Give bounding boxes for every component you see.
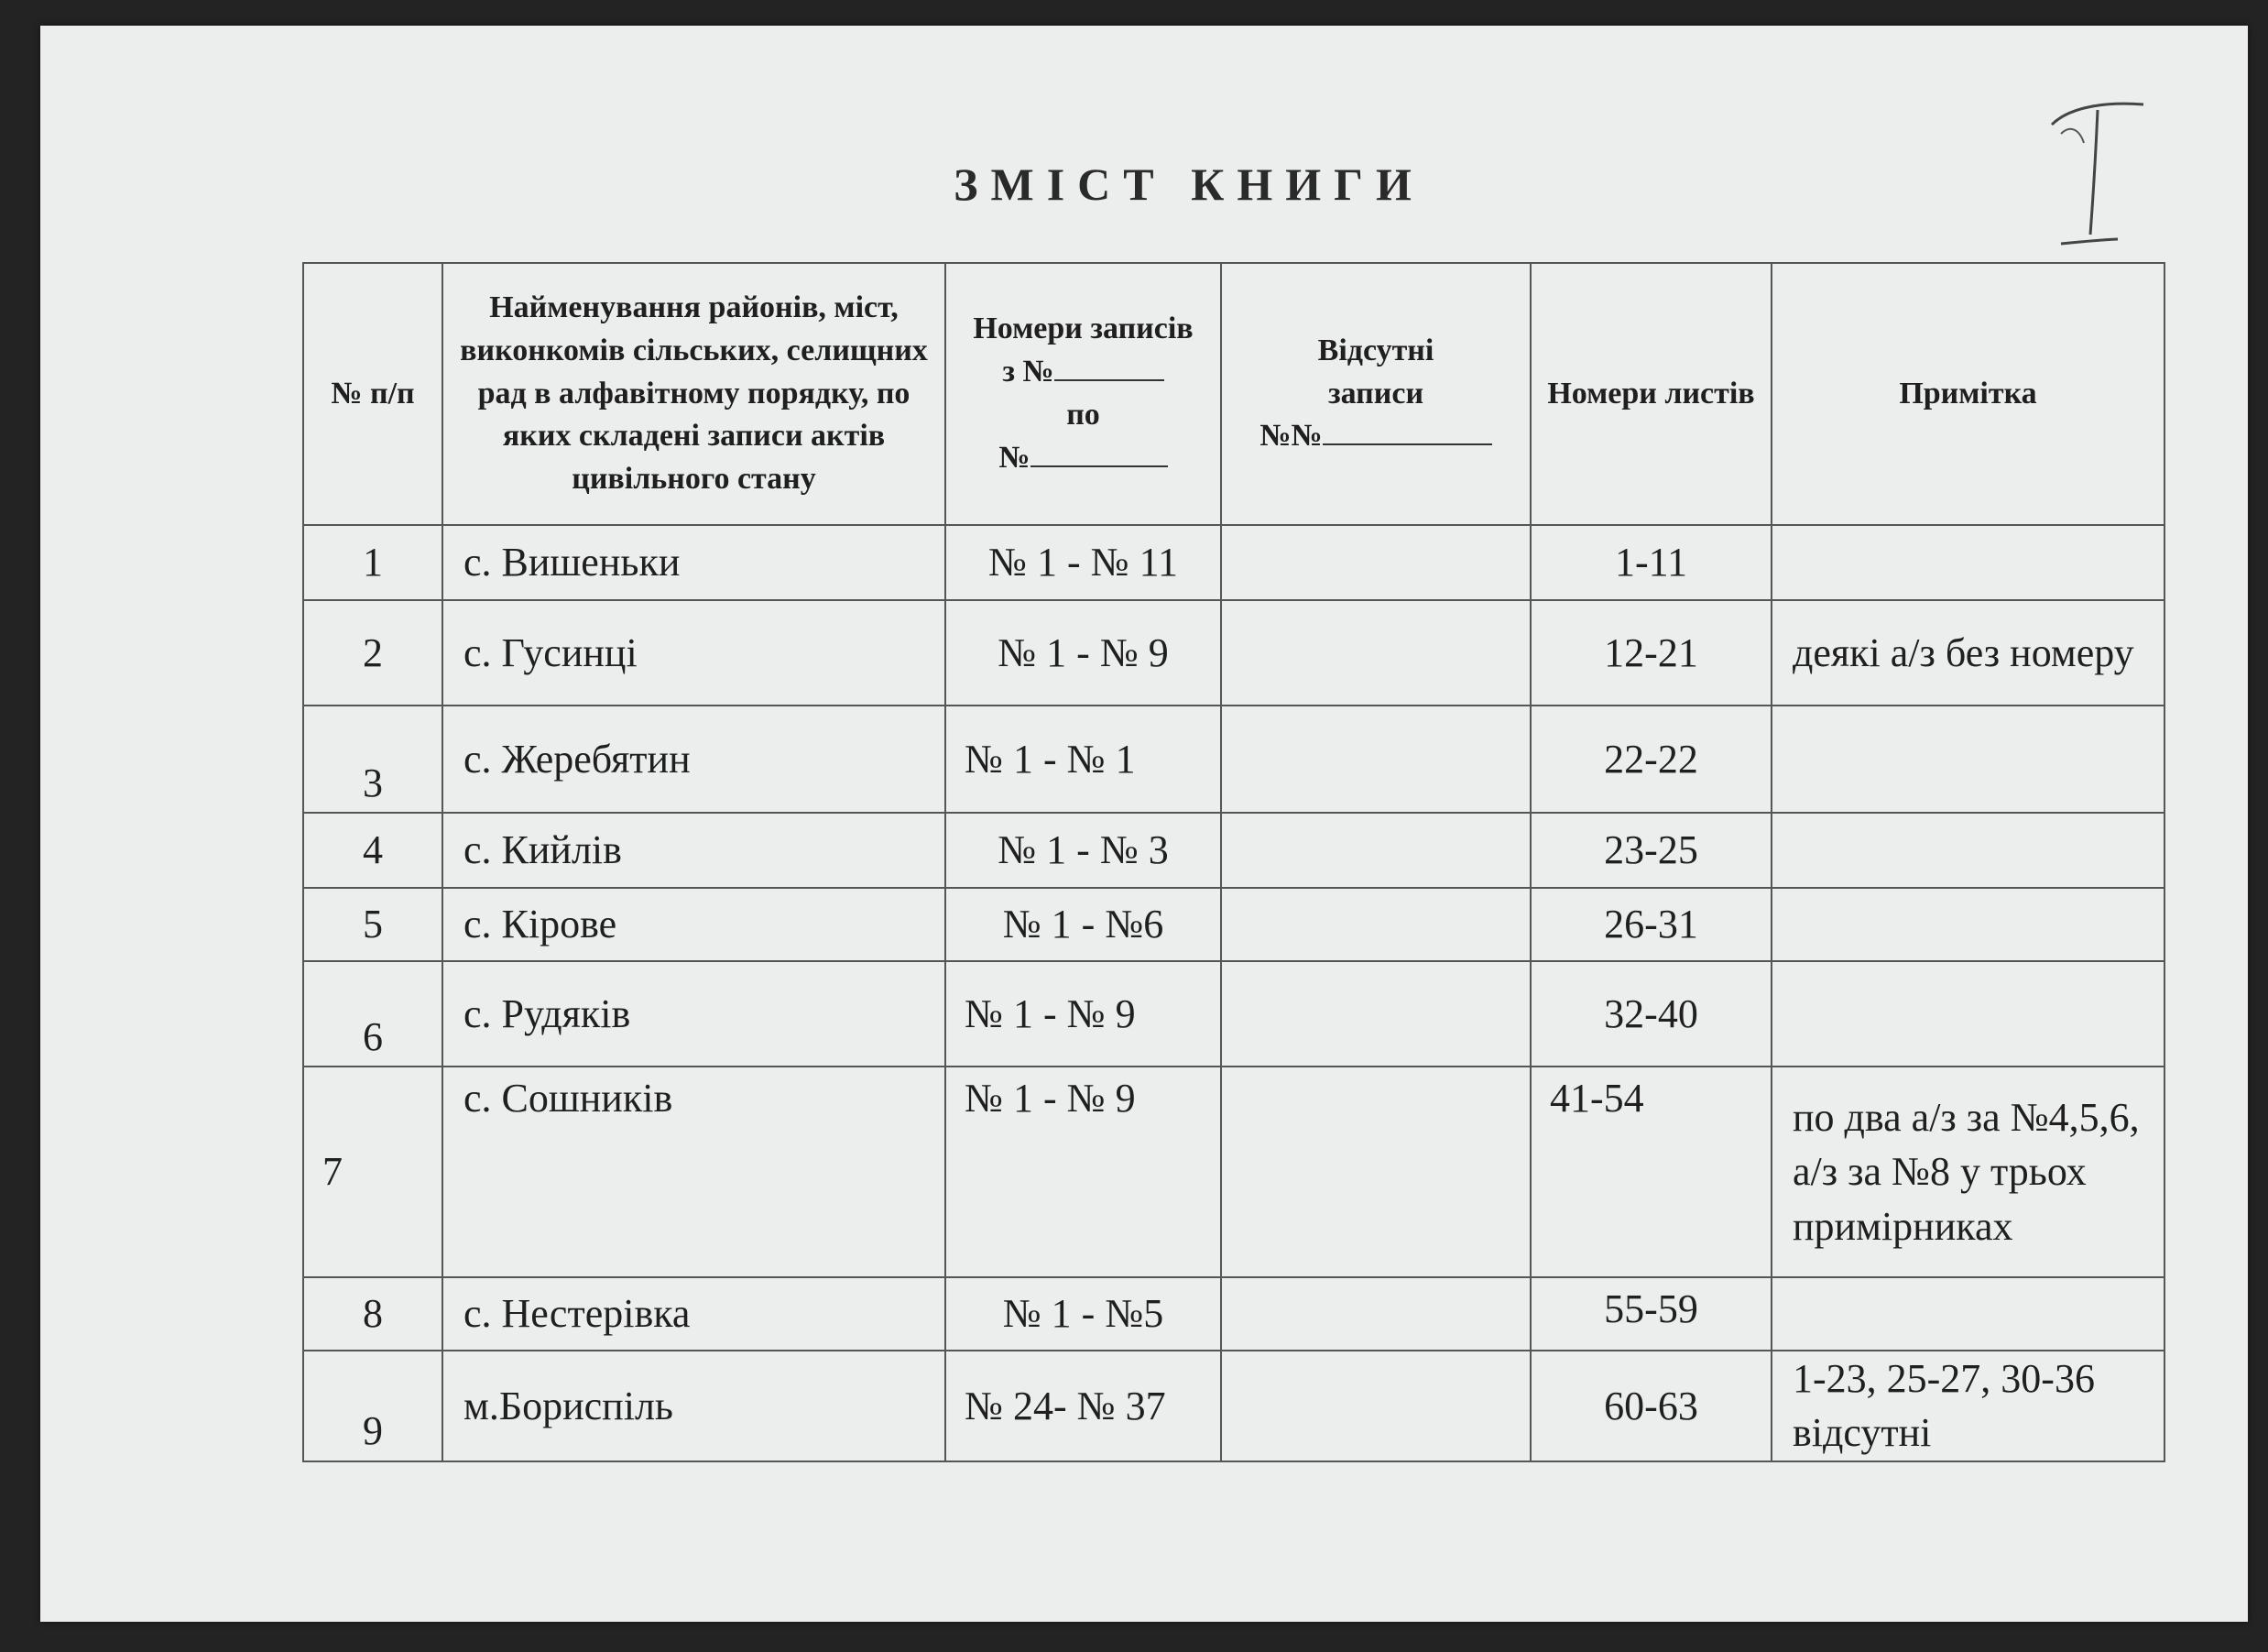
- row-records: № 1 - № 9: [945, 600, 1221, 706]
- row-number: 1: [303, 525, 442, 600]
- row-note: [1772, 706, 2164, 813]
- row-missing: [1221, 1067, 1531, 1277]
- row-missing: [1221, 888, 1531, 961]
- row-name: м.Бориспіль: [442, 1351, 945, 1461]
- row-number: 2: [303, 600, 442, 706]
- row-missing: [1221, 961, 1531, 1067]
- row-sheets: 41-54: [1531, 1067, 1772, 1277]
- row-missing: [1221, 600, 1531, 706]
- header-records-to-word: по: [1066, 398, 1100, 432]
- row-missing: [1221, 706, 1531, 813]
- row-missing: [1221, 1277, 1531, 1351]
- row-number: 8: [303, 1277, 442, 1351]
- row-missing: [1221, 525, 1531, 600]
- row-note: [1772, 525, 2164, 600]
- row-sheets: 1-11: [1531, 525, 1772, 600]
- row-note: [1772, 888, 2164, 961]
- row-sheets: 26-31: [1531, 888, 1772, 961]
- header-num: № п/п: [303, 263, 442, 525]
- header-records-from: з №: [952, 351, 1215, 394]
- row-name: с. Сошників: [442, 1067, 945, 1277]
- row-number: 4: [303, 813, 442, 888]
- handwritten-mark: [2043, 97, 2153, 253]
- row-number: 6: [303, 961, 442, 1067]
- row-sheets: 12-21: [1531, 600, 1772, 706]
- contents-table: [302, 262, 2165, 1462]
- row-records: № 1 - №5: [945, 1277, 1221, 1351]
- table-row: [303, 1351, 2164, 1461]
- row-missing: [1221, 813, 1531, 888]
- table-row: [303, 525, 2164, 600]
- table-row: [303, 1067, 2164, 1277]
- row-missing: [1221, 1351, 1531, 1461]
- row-sheets: 23-25: [1531, 813, 1772, 888]
- row-records: № 1 - №6: [945, 888, 1221, 961]
- row-note: [1772, 1277, 2164, 1351]
- row-number: 9: [303, 1351, 442, 1461]
- row-name: с. Гусинці: [442, 600, 945, 706]
- row-sheets: 22-22: [1531, 706, 1772, 813]
- row-name: с. Нестерівка: [442, 1277, 945, 1351]
- row-records: № 24- № 37: [945, 1351, 1221, 1461]
- row-note: 1-23, 25-27, 30-36 відсутні: [1772, 1351, 2164, 1461]
- header-missing-numbers: №№: [1227, 415, 1524, 458]
- header-sheets: Номери листів: [1531, 263, 1772, 525]
- row-number: 5: [303, 888, 442, 961]
- row-number: 7: [303, 1067, 442, 1277]
- row-note: [1772, 813, 2164, 888]
- row-records: № 1 - № 9: [945, 961, 1221, 1067]
- table-row: [303, 961, 2164, 1067]
- table-row: [303, 1277, 2164, 1351]
- row-name: с. Вишеньки: [442, 525, 945, 600]
- row-number: 3: [303, 706, 442, 813]
- header-records-title: Номери записів: [973, 312, 1194, 346]
- header-name: Найменування районів, міст, виконкомів сільських, селищних рад в алфавітному порядку, по яких складені записи актів цивільного стану: [442, 263, 945, 525]
- header-row: [303, 263, 2164, 525]
- row-name: с. Кірове: [442, 888, 945, 961]
- table-row: [303, 706, 2164, 813]
- row-records: № 1 - № 3: [945, 813, 1221, 888]
- header-records: [945, 263, 1221, 525]
- row-note: деякі а/з без номеру: [1772, 600, 2164, 706]
- row-sheets: 55-59: [1531, 1277, 1772, 1351]
- table-row: [303, 600, 2164, 706]
- table-row: [303, 813, 2164, 888]
- row-name: с. Жеребятин: [442, 706, 945, 813]
- header-missing: [1221, 263, 1531, 525]
- row-sheets: 32-40: [1531, 961, 1772, 1067]
- row-records: № 1 - № 11: [945, 525, 1221, 600]
- row-sheets: 60-63: [1531, 1351, 1772, 1461]
- row-name: с. Кийлів: [442, 813, 945, 888]
- table-row: [303, 888, 2164, 961]
- row-note: [1772, 961, 2164, 1067]
- header-missing-line2: записи: [1327, 376, 1424, 410]
- row-note: по два а/з за №4,5,6, а/з за №8 у трьох примірниках: [1772, 1067, 2164, 1277]
- row-records: № 1 - № 1: [945, 706, 1221, 813]
- header-records-to: №: [952, 437, 1215, 480]
- document-title: ЗМІСТ КНИГИ: [954, 159, 1424, 210]
- header-note: Примітка: [1772, 263, 2164, 525]
- row-records: № 1 - № 9: [945, 1067, 1221, 1277]
- row-name: с. Рудяків: [442, 961, 945, 1067]
- header-missing-line1: Відсутні: [1317, 333, 1434, 367]
